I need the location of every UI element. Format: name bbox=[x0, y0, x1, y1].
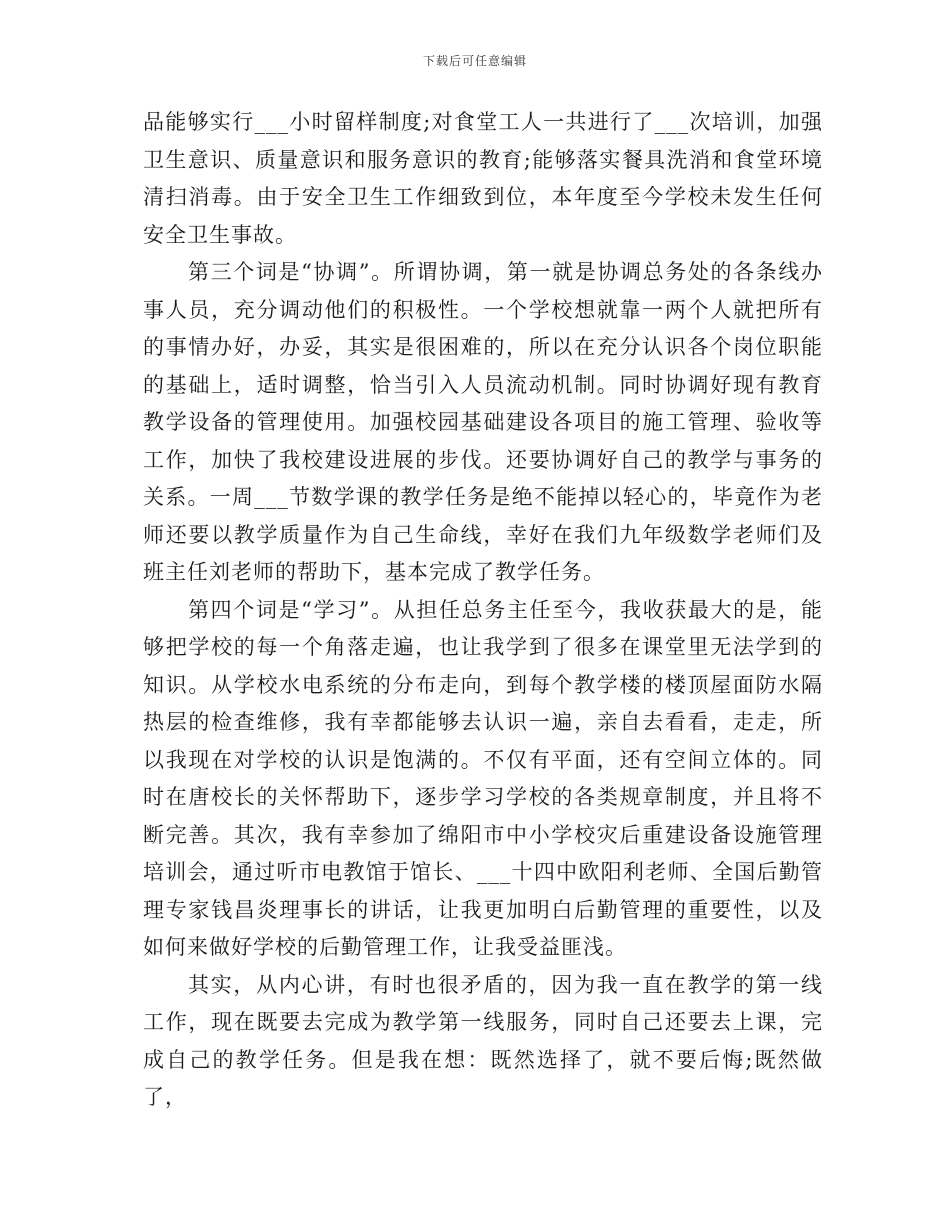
paragraph-1: 品能够实行___小时留样制度;对食堂工人一共进行了___次培训，加强卫生意识、质量意识和服务意识的教育;能够落实餐具洗消和食堂环境清扫消毒。由于安全卫生工作细致到位，本年度至今学校未发生任何安全卫生事故。 bbox=[143, 110, 823, 247]
page-header: 下载后可任意编辑 bbox=[422, 54, 527, 68]
paragraph-3: 第四个词是“学习”。从担任总务主任至今，我收获最大的是，能够把学校的每一个角落走遍，也让我学到了很多在课堂里无法学到的知识。从学校水电系统的分布走向，到每个教学楼的楼顶屋面防水隔热层的检查维修，我有幸都能够去认识一遍，亲自去看看，走走，所以我现在对学校的认识是饱满的。不仅有平面，还有空间立体的。同时在唐校长的关怀帮助下，逐步学习学校的各类规章制度，并且将不断完善。其次，我有幸参加了绵阳市中小学校灾后重建设备设施管理培训会，通过听市电教馆于馆长、___十四中欧阳利老师、全国后勤管理专家钱昌炎理事长的讲话，让我更加明白后勤管理的重要性，以及如何来做好学校的后勤管理工作，让我受益匪浅。 bbox=[143, 597, 823, 959]
document-body bbox=[143, 104, 823, 1117]
paragraph-2: 第三个词是“协调”。所谓协调，第一就是协调总务处的各条线办事人员，充分调动他们的积极性。一个学校想就靠一两个人就把所有的事情办好，办妥，其实是很困难的，所以在充分认识各个岗位职能的基础上，适时调整，恰当引入人员流动机制。同时协调好现有教育教学设备的管理使用。加强校园基础建设各项目的施工管理、验收等工作，加快了我校建设进展的步伐。还要协调好自己的教学与事务的关系。一周___节数学课的教学任务是绝不能掉以轻心的，毕竟作为老师还要以教学质量作为自己生命线，幸好在我们九年级数学老师们及班主任刘老师的帮助下，基本完成了教学任务。 bbox=[143, 260, 823, 584]
paragraph-4: 其实，从内心讲，有时也很矛盾的，因为我一直在教学的第一线工作，现在既要去完成为教学第一线服务，同时自己还要去上课，完成自己的教学任务。但是我在想：既然选择了，就不要后悔;既然做了， bbox=[143, 972, 823, 1109]
